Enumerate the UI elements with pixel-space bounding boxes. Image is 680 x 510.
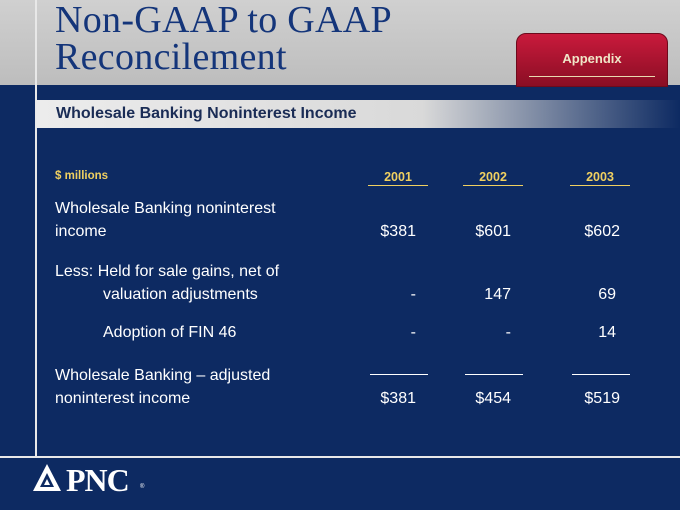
row-label-held-for-sale: Less: Held for sale gains, net of valuation adjustments xyxy=(55,263,280,303)
pnc-logo xyxy=(32,462,182,498)
cell-2003-noninterest-income: $602 xyxy=(584,223,620,240)
title-line-1: Non-GAAP to GAAP xyxy=(55,0,392,41)
subtitle-band xyxy=(36,100,680,128)
bottom-divider xyxy=(0,456,680,458)
year-header-2003: 2003 xyxy=(570,170,630,186)
year-header-2001: 2001 xyxy=(368,170,428,186)
cell-2003-held-for-sale: 69 xyxy=(598,286,616,303)
cell-2001-adjusted-income: $381 xyxy=(380,390,416,407)
units-label: $ millions xyxy=(55,170,109,182)
cell-2002-held-for-sale: 147 xyxy=(484,286,511,303)
title-line-2: Reconcilement xyxy=(55,36,287,78)
cell-2002-adjusted-income: $454 xyxy=(475,390,511,407)
row-label-adjusted-income: Wholesale Banking – adjusted noninterest income xyxy=(55,367,271,407)
appendix-underline xyxy=(529,76,655,77)
pnc-triangle-icon xyxy=(32,463,62,493)
cell-2001-held-for-sale: - xyxy=(410,286,416,303)
year-header-2002: 2002 xyxy=(463,170,523,186)
appendix-label: Appendix xyxy=(562,51,622,66)
total-rule-2001 xyxy=(370,374,428,375)
cell-2003-fin46: 14 xyxy=(598,324,616,341)
cell-2002-fin46: - xyxy=(505,324,511,341)
left-divider xyxy=(35,0,37,458)
registered-mark: ® xyxy=(140,484,145,490)
row-label-noninterest-income: Wholesale Banking noninterest income xyxy=(55,200,276,240)
cell-2001-fin46: - xyxy=(410,324,416,341)
cell-2002-noninterest-income: $601 xyxy=(475,223,511,240)
cell-2001-noninterest-income: $381 xyxy=(380,223,416,240)
slide-title xyxy=(55,2,495,76)
pnc-wordmark: PNC xyxy=(66,462,129,498)
appendix-tab xyxy=(516,33,668,87)
row-label-fin46: Adoption of FIN 46 xyxy=(103,324,237,341)
total-rule-2003 xyxy=(572,374,630,375)
cell-2003-adjusted-income: $519 xyxy=(584,390,620,407)
subtitle: Wholesale Banking Noninterest Income xyxy=(56,105,357,122)
total-rule-2002 xyxy=(465,374,523,375)
